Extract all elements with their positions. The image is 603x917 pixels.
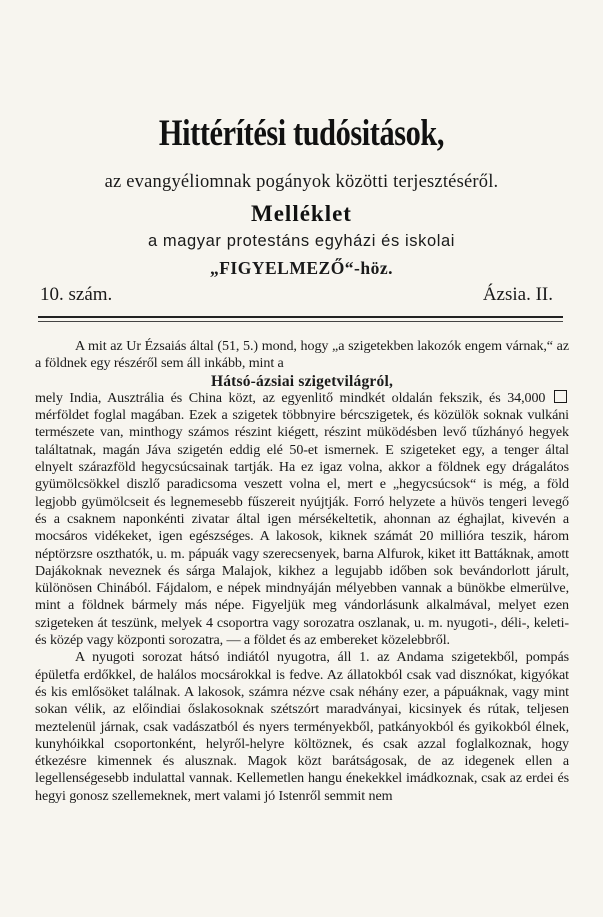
paragraph-1-start: mely India, Ausztrália és China közt, az egyenlitő mindkét oldalán fekszik, és 34,000 — [35, 389, 546, 406]
section-label: Ázsia. II. — [482, 284, 553, 305]
article-body — [35, 338, 569, 805]
issue-number: 10. szám. — [40, 284, 113, 305]
header-rule-thin — [38, 321, 563, 322]
paragraph-1-rest: mérföldet foglal magában. Ezek a szigetek többnyire bércszigetek, és közülök soknak vulkáni természete van, minthogy számos részint kiégett, részint müködésben levő tűzhányó hegyek találtatnak, magán Jáva szigetén eddig elé 50-et ismernek. E szigeteket egy, a tenger által elnyelt szárazföld hegycsúcsainak tartják. Ha ez igaz volna, akkor a földnek egy drágalátos gyümölcsökkel diszlő paradicsoma veszett volna el, mert e „hegycsúcsok“ is még, a föld legjobb gyümölcseit és legnemesebb fűszereit nyújtják. Forró helyzete a hüvös tengeri levegő és a csaknem naponkénti zivatar által igen mérsékeltetik, ahonnan az éghajlat, kivevén a mocsáros vidékeket, igen egészséges. A lakosok, kiknek számát 20 millióra teszik, három néptörzsre oszthatók, u. m. pápuák vagy szerecsenyek, barna Alfurok, kiket itt Battáknak, amott Dajákoknak neveznek és sárga Malajok, kikhez a legujabb időben sok bevándorlott járult, különösen Chinából. Fájdalom, e népek mindnyáján mélyebben vannak a bünökbe elmerülve, mint a földnek bármely más népe. Figyeljük meg vándorlásunk alkalmával, melyet ezen szigeteken át teszünk, melyek 4 csoportra vagy sorozatra oszlanak, u. m. nyugoti-, déli-, keleti- és közép vagy központi sorozatra, — a földet és az embereket közelebbről. — [35, 407, 569, 649]
header-rule-thick — [38, 316, 563, 318]
intro-paragraph: A mit az Ur Ézsaiás által (51, 5.) mond, hogy „a szigetekben lakozók engem várnak,“ az a földnek egy részéről sem áll inkább, mint a — [35, 338, 569, 372]
supplement-label: Melléklet — [251, 201, 352, 226]
subtitle: az evangyéliomnak pogányok közötti terjesztéséről. — [104, 172, 499, 192]
paragraph-2: A nyugoti sorozat hátsó indiától nyugotra, áll 1. az Andama szigetekből, pompás épületfa erdőkkel, de halálos mocsárokkal is fedve. Az állatokból csak vad disznókat, kigyókat és kis emlősöket találnak. A lakosok, számra nézve csak néhány ezer, a pápuáknak, vagy mint sokan vélik, az előindiai őslakosoknak szétszórt maradványai, kicsinyek és rútak, teljesen meztelenül járnak, csak vadászatból és nyers terményekből, patkányokból és gyikokból élnek, kunyhóikkal csoportonként, helyről-helyre költöznek, és csak azzal foglalkoznak, hogy étkezésre kimennek és alusznak. Magok közt barátságosak, de az idegenek ellen a legellenségesebb indulattal vannak. Kellemetlen hangu énekekkel imádkoznak, csak az erdei és hegyi gonosz szellemeknek, mert valami jó Istenről semmit nem — [35, 649, 569, 804]
page-title: Hittérítési tudósitások, — [158, 113, 445, 154]
supplement-to: a magyar protestáns egyházi és iskolai — [147, 232, 456, 250]
paragraph-1 — [35, 390, 569, 649]
journal-name: „FIGYELMEZŐ“-höz. — [209, 258, 394, 278]
section-heading: Hátsó-ázsiai szigetvilágról, — [210, 372, 394, 390]
square-mile-icon — [554, 390, 567, 403]
